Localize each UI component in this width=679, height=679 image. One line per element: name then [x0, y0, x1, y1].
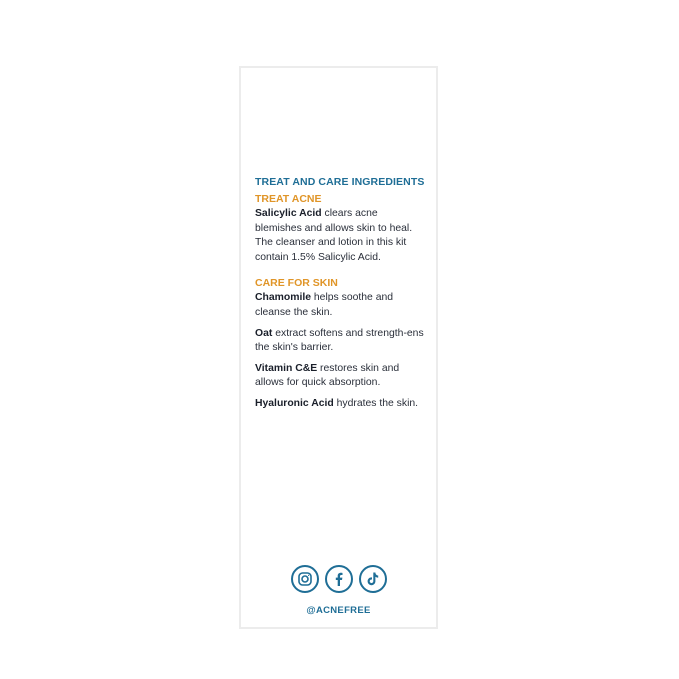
social-icons: [241, 565, 436, 593]
ingredient-hyaluronic-acid: [255, 397, 427, 412]
tiktok-icon[interactable]: [359, 565, 387, 593]
ingredient-description: extract softens and strength-ens the skin's barrier.: [255, 327, 424, 354]
social-handle[interactable]: @ACNEFREE: [306, 605, 371, 616]
ingredient-vitamin-ce: [255, 362, 427, 391]
ingredient-name: Salicylic Acid: [255, 208, 322, 219]
ingredient-name: Hyaluronic Acid: [255, 397, 334, 409]
ingredients-panel: [239, 66, 438, 629]
section-title-treat-acne: TREAT ACNE: [255, 193, 322, 205]
ingredient-name: Chamomile: [255, 292, 312, 304]
ingredient-description: restores skin and allows for quick absorption.: [255, 362, 400, 389]
ingredient-description: clears acne blemishes and allows skin to heal. The cleanser and lotion in this kit contain 1.5% Salicylic Acid.: [255, 208, 413, 263]
ingredient-description: helps soothe and cleanse the skin.: [255, 292, 394, 318]
section-title-care-for-skin: CARE FOR SKIN: [255, 277, 338, 290]
ingredient-name: Vitamin C&E: [255, 362, 318, 374]
instagram-icon[interactable]: [291, 565, 319, 593]
ingredient-name: Oat: [255, 327, 273, 339]
ingredient-description: hydrates the skin.: [333, 397, 419, 409]
facebook-icon[interactable]: [325, 565, 353, 593]
ingredient-chamomile: [255, 291, 427, 320]
ingredients-content: [255, 176, 427, 418]
panel-heading: TREAT AND CARE INGREDIENTS: [255, 176, 425, 188]
ingredient-oat: [255, 327, 427, 356]
ingredient-salicylic-acid: [255, 207, 427, 265]
